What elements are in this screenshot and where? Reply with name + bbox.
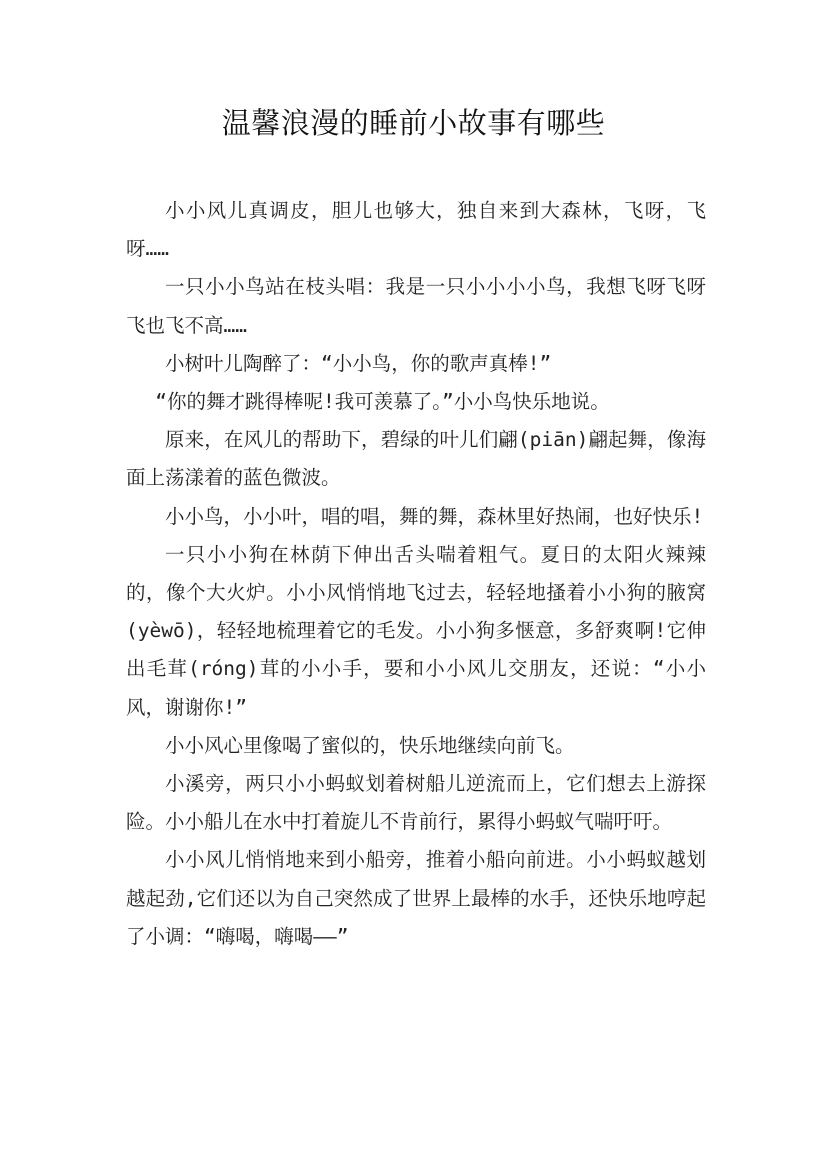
paragraph-4: “你的舞才跳得棒呢!我可羡慕了。”小小鸟快乐地说。 (155, 390, 610, 414)
paragraph-7: 一只小小狗在林荫下伸出舌头喘着粗气。夏日的太阳火辣辣的，像个大火炉。小小风悄悄地飞过去，轻轻地搔着小小狗的腋窝(yèwō)，轻轻地梳理着它的毛发。小小狗多惬意，多舒爽啊!它伸出毛茸(róng)茸的小小手，要和小小风儿交朋友，还说：“小小风，谢谢你!” (126, 542, 706, 719)
paragraph-1: 小小风儿真调皮，胆儿也够大，独自来到大森林，飞呀，飞呀…… (126, 199, 706, 261)
paragraph-5: 原来，在风儿的帮助下，碧绿的叶儿们翩(piān)翩起舞，像海面上荡漾着的蓝色微波。 (126, 428, 706, 490)
paragraph-9: 小溪旁，两只小小蚂蚁划着树船儿逆流而上，它们想去上游探险。小小船儿在水中打着旋儿不肯前行，累得小蚂蚁气喘吁吁。 (126, 772, 706, 834)
paragraph-3: 小树叶儿陶醉了：“小小鸟，你的歌声真棒!” (165, 351, 552, 375)
paragraph-2: 一只小小鸟站在枝头唱：我是一只小小小小鸟，我想飞呀飞呀飞也飞不高…… (126, 275, 706, 337)
paragraph-6: 小小鸟，小小叶，唱的唱，舞的舞，森林里好热闹，也好快乐! (165, 504, 704, 528)
paragraph-8: 小小风心里像喝了蜜似的，快乐地继续向前飞。 (165, 733, 575, 757)
paragraph-10: 小小风儿悄悄地来到小船旁，推着小船向前进。小小蚂蚁越划越起劲,它们还以为自己突然成了世界上最棒的水手，还快乐地哼起了小调：“嗨喝，嗨喝——” (126, 848, 706, 948)
story-body (126, 192, 706, 956)
page-title: 温馨浪漫的睡前小故事有哪些 (221, 106, 606, 140)
